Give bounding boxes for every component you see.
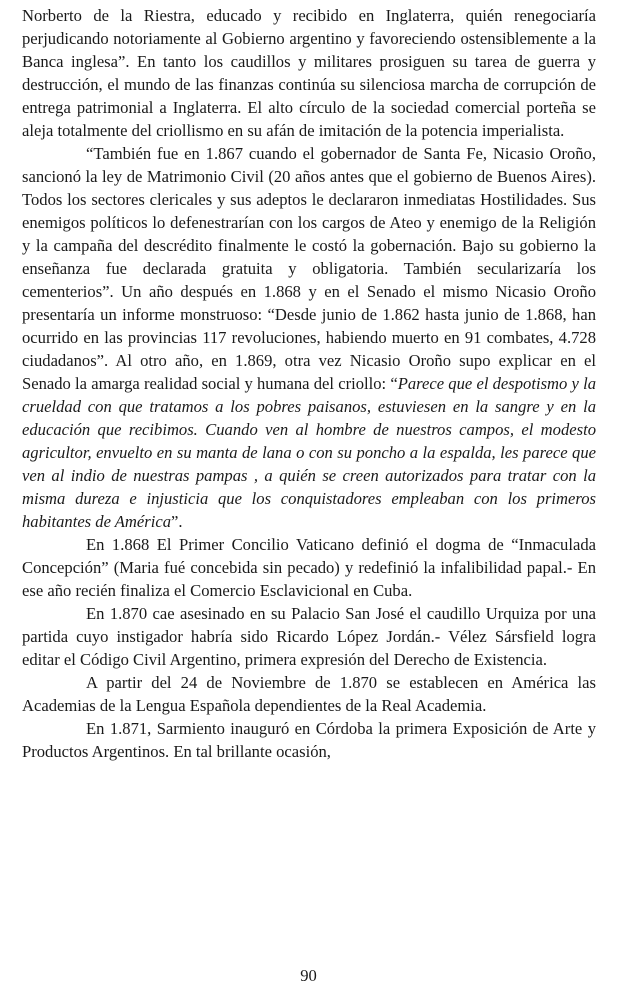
paragraph-academias: A partir del 24 de Noviembre de 1.870 se establecen en América las Academias de la Lengua Española dependientes de la Real Academia. xyxy=(22,673,596,715)
orono-italic-quote: Parece que el despotismo y la crueldad con que tratamos a los pobres paisanos, estuviesen en la sangre y en la educación que recibimos. Cuando ven al hombre de nuestros campos, el modesto agricultor, envuelto en su manta de lana o con su poncho a la espalda, les parece que ven al indio de nuestras pampas , a quién se creen autorizados para tratar con la misma dureza e injusticia que los conquistadores empleaban con los primeros habitantes de América xyxy=(22,374,596,531)
paragraph-orono xyxy=(22,142,596,533)
paragraph-concilio: En 1.868 El Primer Concilio Vaticano definió el dogma de “Inmaculada Concepción” (Maria fué concebida sin pecado) y redefinió la infalibilidad papal.- En ese año recién finaliza el Comercio Esclavicional en Cuba. xyxy=(22,535,596,600)
paragraph-sarmiento: En 1.871, Sarmiento inauguró en Córdoba la primera Exposición de Arte y Productos Argentinos. En tal brillante ocasión, xyxy=(22,719,596,761)
paragraph-orono-text: “También fue en 1.867 cuando el gobernador de Santa Fe, Nicasio Oroño, sancionó la ley de Matrimonio Civil (20 años antes que el gobierno de Buenos Aires). Todos los sectores clericales y sus adeptos le declararon inmediatas Hostilidades. Sus enemigos políticos lo defenestrarían con los cargos de Ateo y enemigo de la Religión y la campaña del descrédito finalmente le costó la gobernación. Bajo su gobierno la enseñanza fue declarada gratuita y obligatoria. También secularizaría los cementerios”. Un año después en 1.868 y en el Senado el mismo Nicasio Oroño presentaría un informe monstruoso: “Desde junio de 1.862 hasta junio de 1.868, han ocurrido en las provincias 117 revoluciones, habiendo muerto en 91 combates, 4.728 ciudadanos”. Al otro año, en 1.869, otra vez Nicasio Oroño supo explicar en el Senado la amarga realidad social y humana del criollo: “ xyxy=(22,144,596,393)
paragraph-urquiza: En 1.870 cae asesinado en su Palacio San José el caudillo Urquiza por una partida cuyo instigador habría sido Ricardo López Jordán.- Vélez Sársfield logra editar el Código Civil Argentino, primera expresión del Derecho de Existencia. xyxy=(22,604,596,669)
document-body xyxy=(22,4,596,763)
page-number: 90 xyxy=(300,966,317,985)
paragraph-riestra: Norberto de la Riestra, educado y recibido en Inglaterra, quién renegociaría perjudicando notoriamente al Gobierno argentino y favoreciendo ostensiblemente a la Banca inglesa”. En tanto los caudillos y militares prosiguen su tarea de guerra y destrucción, el mundo de las finanzas continúa su silenciosa marcha de corrupción de entrega patrimonial a Inglaterra. El alto círculo de la sociedad comercial porteña se aleja totalmente del criollismo en su afán de imitación de la potencia imperialista. xyxy=(22,6,596,140)
paragraph-orono-closing: ”. xyxy=(171,512,183,531)
